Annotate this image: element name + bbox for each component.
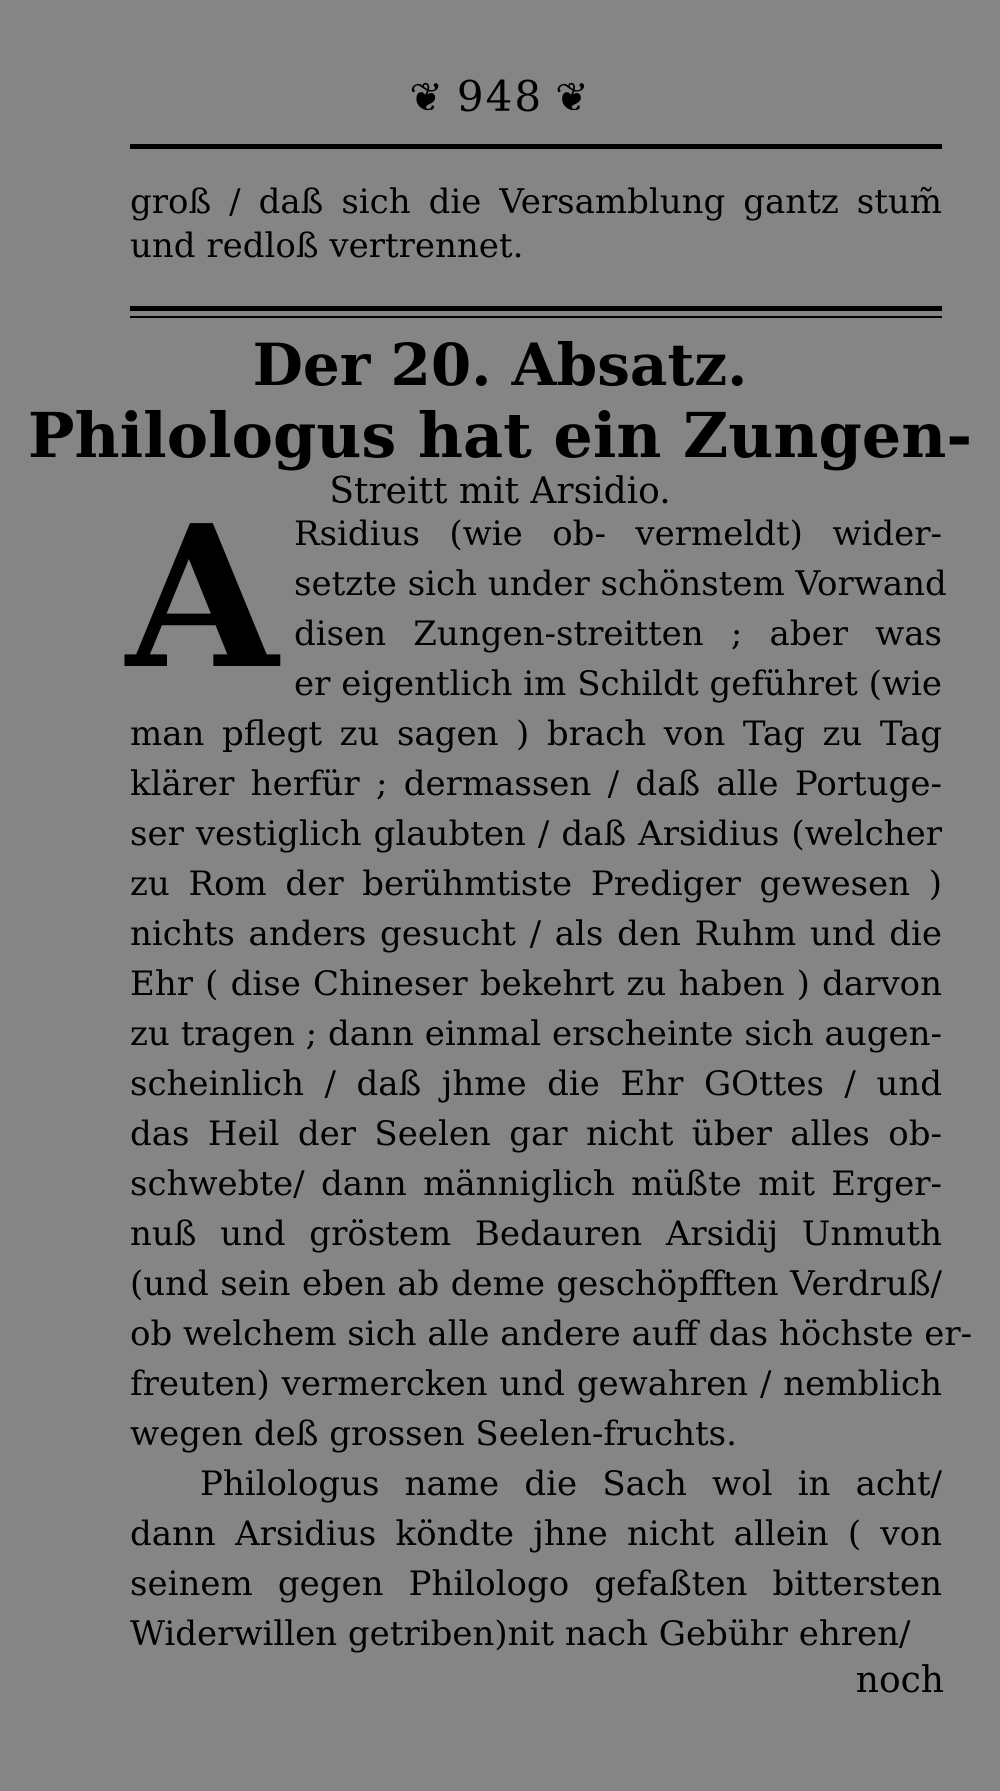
body-line: nichts anders gesucht / als den Ruhm und die <box>130 914 942 954</box>
body-line: klärer herfür ; dermassen / daß alle Portuge- <box>130 764 942 804</box>
page-number <box>0 72 1000 121</box>
body-line: disen Zungen-streitten ; aber was <box>294 614 942 654</box>
body-line: man pflegt zu sagen ) brach von Tag zu Tag <box>130 714 942 754</box>
body-line: dann Arsidius köndte jhne nicht allein ( von <box>130 1514 942 1554</box>
catchword: noch <box>855 1660 944 1701</box>
body-line: zu Rom der berühmtiste Prediger gewesen ) <box>130 864 942 904</box>
body-line: Ehr ( dise Chineser bekehrt zu haben ) darvon <box>130 964 942 1004</box>
body-line: ser vestiglich glaubten / daß Arsidius (welcher <box>130 814 942 854</box>
section-rule-bottom <box>130 316 942 318</box>
ornament-left-icon: ❦ <box>409 75 445 121</box>
body-line: zu tragen ; dann einmal erscheinte sich augen- <box>130 1014 942 1054</box>
header-rule <box>130 144 942 149</box>
body-line: (und sein eben ab deme geschöpfften Verdruß/ <box>130 1264 942 1304</box>
section-title: Philologus hat ein Zungen- <box>27 399 973 472</box>
ornament-right-icon: ❦ <box>555 75 591 121</box>
body-line: Rsidius (wie ob- vermeldt) wider- <box>294 514 942 554</box>
body-line: Widerwillen getriben)nit nach Gebühr ehren/ <box>130 1614 911 1654</box>
section-subtitle: Streitt mit Arsidio. <box>329 471 671 512</box>
body-line: freuten) vermercken und gewahren / nemblich <box>130 1364 942 1404</box>
body-line: schwebte/ dann männiglich müßte mit Erger- <box>130 1164 942 1204</box>
continuation-line-2: und redloß vertrennet. <box>130 226 524 266</box>
section-rule-top <box>130 306 942 311</box>
body-line: seinem gegen Philologo gefaßten bittersten <box>130 1564 942 1604</box>
page-number-text: 948 <box>456 72 544 121</box>
body-line: das Heil der Seelen gar nicht über alles ob- <box>130 1114 942 1154</box>
body-line: scheinlich / daß jhme die Ehr GOttes / und <box>130 1064 942 1104</box>
body-line: er eigentlich im Schildt geführet (wie <box>294 664 942 704</box>
body-line: nuß und gröstem Bedauren Arsidij Unmuth <box>130 1214 942 1254</box>
body-line: Philologus name die Sach wol in acht/ <box>200 1464 942 1504</box>
drop-cap: A <box>126 483 279 713</box>
body-line: setzte sich under schönstem Vorwand <box>294 564 947 604</box>
chapter-heading: Der 20. Absatz. <box>252 331 748 399</box>
continuation-line-1: groß / daß sich die Versamblung gantz stum̃ <box>130 182 942 222</box>
body-line: ob welchem sich alle andere auff das höchste er- <box>130 1314 973 1354</box>
body-line: wegen deß grossen Seelen-fruchts. <box>130 1414 737 1454</box>
